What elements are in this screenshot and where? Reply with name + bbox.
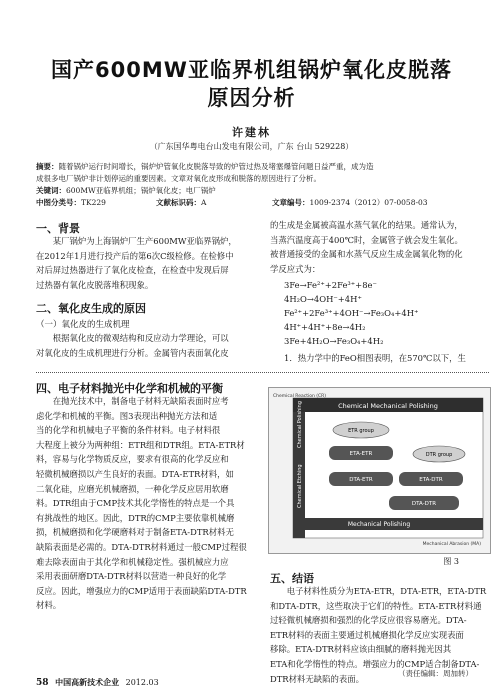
mp-footer-text: Mechanical Polishing — [347, 521, 411, 528]
paragraph-line: 虑化学和机械的平衡。图3表现出种抛光方法和适 — [36, 410, 218, 421]
paragraph-line: 电子材料性质分为ETA-ETR，DTA-ETR，ETA-DTR — [286, 586, 487, 596]
right-column-text — [270, 218, 490, 276]
paragraph-line: 采用表面研磨DTA-DTR材料以营造一种良好的化学 — [36, 571, 227, 582]
paragraph-line: 被普通接受的金属和水蒸气反应生成金属氧化物的化 — [270, 249, 463, 260]
section2-subheading: （一）氧化皮的生成机理 — [36, 320, 130, 330]
article-no-value: 1009-2374（2012）07-0058-03 — [309, 198, 428, 207]
section-divider — [36, 372, 489, 373]
paragraph-line: 根据氧化皮的微观结构和反应动力学理论，可以 — [52, 333, 229, 343]
paragraph-line: 轻微机械磨损以产生良好的表面。DTA-ETR材料，如 — [36, 468, 234, 479]
level-chemical-etching: Chemical Etching — [297, 464, 303, 508]
paragraph-line: 反应。因此，增强应力的CMP适用于表面缺陷DTA-DTR — [36, 585, 247, 596]
keywords-label: 关键词： — [36, 186, 66, 195]
plot-area — [293, 398, 483, 538]
paragraph-line: 二氧化硅，应磨光机械磨损，一种化学反应居用软磨 — [36, 483, 229, 494]
paragraph-line: 对氧化皮的生成机理进行分析。金属管内表面氧化皮 — [36, 347, 229, 358]
journal-name: 中国高新技术企业 — [55, 677, 120, 687]
paragraph-line: 对后屏过热器进行了氧化皮检查，在检查中发现后屏 — [36, 265, 229, 276]
section4-body — [36, 394, 260, 613]
paragraph-line: 难去除表面由于其化学和机械稳定性。强机械应力应 — [36, 556, 229, 567]
right-column-last: 1．热力学中的FeO相图表明，在570℃以下，生 — [284, 353, 466, 363]
classification-label: 中图分类号： — [36, 198, 81, 207]
paragraph-line: 料。DTR组由于CMP技术其化学惰性的特点是一个具 — [36, 498, 235, 509]
abstract-text-1: 随着锅炉运行时间增长，锅炉炉管氧化皮脱落导致的炉管过热及堵塞爆管问题日益严重，成为造 — [58, 162, 374, 171]
paragraph-line: 某厂锅炉为上海锅炉厂生产600MW亚临界锅炉， — [52, 236, 237, 246]
paragraph-line: 学反应式为： — [270, 263, 321, 274]
issue: 2012.03 — [125, 678, 159, 687]
equations — [284, 278, 489, 348]
article-no-label: 文章编号： — [272, 198, 310, 207]
paragraph-line: 损，机械磨损和化学硬磨料对于制备ETA-DTR材料无 — [36, 527, 234, 538]
label-etr-group: ETR group — [348, 428, 374, 434]
affiliation: （广东国华粤电台山发电有限公司，广东 台山 529228） — [149, 142, 354, 151]
paragraph-line: DTR材料无缺陷的表面。 — [270, 673, 364, 684]
label-dtr-group: DTR group — [425, 452, 453, 458]
label-eta-dtr: ETA-DTR — [419, 477, 443, 483]
paragraph-line: ETA和化学惰性的特点。增强应力的CMP适合制备DTA- — [270, 658, 480, 669]
keywords-text: 600MW亚临界机组；锅炉氧化皮；电厂锅炉 — [66, 186, 216, 195]
paragraph-line: 在抛光技术中，制备电子材料无缺陷表面时应考 — [52, 396, 229, 406]
paragraph-line: 料，容易与化学物质反应，要求有很高的化学反应和 — [36, 454, 229, 465]
label-dta-dtr: DTA-DTR — [411, 501, 437, 507]
level-chemical-polishing: Chemical Polishing — [297, 401, 303, 448]
figure-3 — [268, 387, 491, 554]
editor-note: （责任编辑：周加转） — [398, 669, 473, 678]
paragraph-line: 和DTA-DTR，这些取决于它们的特性。ETA-ETR材料通 — [270, 600, 482, 611]
equation: Fe²⁺+2Fe³⁺+4OH⁻→Fe₃O₄+4H⁺ — [284, 308, 419, 318]
y-axis-label: Chemical Reaction (CR) — [273, 394, 327, 399]
section2-heading: 二、氧化皮生成的原因 — [36, 302, 146, 315]
abstract — [36, 161, 476, 209]
section4-heading: 四、电子材料抛光中化学和机械的平衡 — [36, 382, 223, 395]
figure-3-caption: 图 3 — [443, 557, 459, 566]
label-dta-etr: DTA-ETR — [349, 477, 373, 483]
paragraph-line: 移除。ETA-DTR材料应该由细腻的磨料抛光因其 — [270, 644, 452, 655]
section1-body — [36, 234, 258, 292]
section5-heading: 五、结语 — [270, 572, 314, 585]
page-footer — [36, 677, 159, 688]
article-title-line2: 原因分析 — [207, 86, 296, 110]
article-title-line1: 国产600MW亚临界机组锅炉氧化皮脱落 — [51, 58, 452, 82]
cmp-header-text: Chemical Mechanical Polishing — [338, 402, 438, 410]
author-name: 许建林 — [232, 126, 271, 139]
doc-code-label: 文献标识码： — [156, 198, 201, 207]
label-eta-etr: ETA-ETR — [349, 451, 373, 457]
section2-body — [36, 331, 258, 360]
equation: 3Fe+4H₂O→Fe₃O₄+4H₂ — [284, 336, 384, 346]
equation: 4H₂O→4OH⁻+4H⁺ — [284, 294, 362, 304]
paragraph-line: 大程度上被分为两种组：ETR组和DTR组。ETA-ETR材 — [36, 439, 245, 450]
page-number: 58 — [36, 678, 49, 688]
abstract-text-2: 成很多电厂锅炉非计划停运的重要因素。文章对氧化皮形成和脱落的原因进行了分析。 — [36, 174, 321, 183]
abstract-label: 摘要： — [36, 162, 59, 171]
section1-heading: 一、背景 — [36, 222, 80, 235]
paragraph-line: ETR材料的表面主要通过机械磨损化学反应实现表面 — [270, 629, 464, 640]
equation: 4H⁺+4H⁺+8e→4H₂ — [284, 322, 366, 332]
paragraph-line: 在2012年1月进行投产后的第6次C级检修。在检修中 — [36, 250, 234, 261]
paragraph-line: 有挑战性的地区。因此，DTR的CMP主要依靠机械磨 — [36, 512, 235, 523]
paragraph-line: 的生成是金属被高温水蒸气氧化的结果。通常认为， — [270, 220, 463, 230]
paragraph-line: 缺陷表面是必需的。DTA-DTR材料通过一般CMP过程很 — [36, 541, 247, 552]
classification-value: TK229 — [81, 198, 106, 207]
paragraph-line: 过轻微机械磨损和强烈的化学反应很容易磨光。DTA- — [270, 615, 467, 626]
paragraph-line: 材料。 — [36, 600, 62, 611]
equation: 3Fe→Fe²⁺+2Fe³⁺+8e⁻ — [284, 280, 377, 290]
paragraph-line: 过热器有氧化皮脱落堆积现象。 — [36, 279, 154, 290]
x-axis-label: Mechanical Abrasion (MA) — [422, 542, 481, 547]
figure-3-diagram — [269, 388, 490, 553]
doc-code-value: A — [201, 198, 207, 207]
paragraph-line: 当蒸汽温度高于400℃时，金属管子就会发生氧化。 — [270, 234, 463, 245]
paragraph-line: 当的化学和机械电子平衡的条件材料。电子材料很 — [36, 425, 221, 436]
